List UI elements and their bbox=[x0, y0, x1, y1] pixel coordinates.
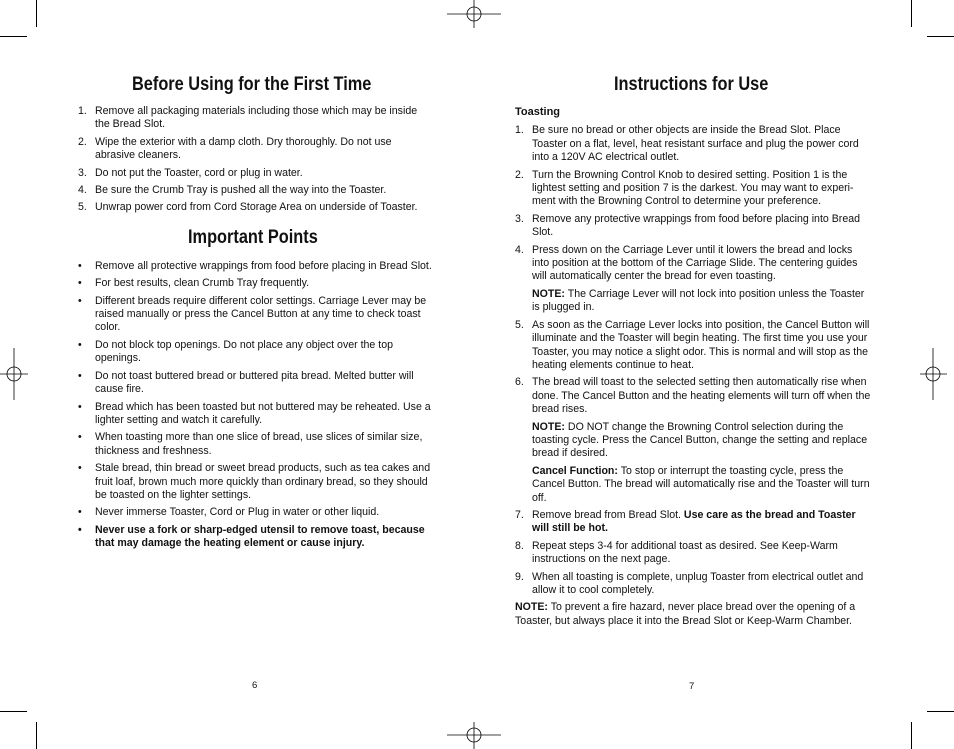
heading-first-use: Before Using for the First Time bbox=[132, 74, 372, 95]
bullet-item: • When toasting more than one slice of bread, use slices of similar size, thickness and freshness. bbox=[78, 431, 423, 457]
page-number-right: 7 bbox=[689, 681, 695, 692]
list-item: 3. Remove any protective wrappings from food before placing into Bread Slot. bbox=[515, 212, 860, 239]
bullet-item: • Stale bread, thin bread or sweet bread products, such as tea cakes and fruit loaf, brown much more quickly than ordinary bread, so they should be toasted on the lighter settings. bbox=[78, 462, 431, 501]
cancel-function-note: Cancel Function: To stop or interrupt the toasting cycle, press the Cancel Button. The bread will automatically rise and the Toaster will turn off. bbox=[532, 464, 870, 504]
heading-important-points: Important Points bbox=[188, 226, 318, 248]
list-item: 2. Turn the Browning Control Knob to desired setting. Position 1 is the lightest setting and position 7 is the darkest. You may want to experi-ment with the Browning Control to determine your preference. bbox=[515, 168, 854, 208]
list-item: 9. When all toasting is complete, unplug Toaster from electrical outlet and allow it to cool completely. bbox=[515, 570, 864, 596]
list-item: 7. Remove bread from Bread Slot. Use care as the bread and Toaster will still be hot. bbox=[515, 508, 856, 535]
bullet-item: • Remove all protective wrappings from food before placing in Bread Slot. bbox=[78, 259, 432, 272]
bullet-item: • Do not block top openings. Do not place any object over the top openings. bbox=[78, 338, 393, 365]
list-item: 8. Repeat steps 3-4 for additional toast as desired. See Keep-Warm instructions on the next page. bbox=[515, 539, 838, 566]
list-item: 4. Press down on the Carriage Lever until it lowers the bread and locks into position at the bottom of the Carriage Slide. The centering guides will automatically center the bread for even toasting. NOTE: The Carriage Lever will not lock into position unless the Toaster is plugged in. bbox=[515, 244, 871, 315]
heading-instructions: Instructions for Use bbox=[614, 74, 769, 95]
bullet-item: • Never immerse Toaster, Cord or Plug in water or other liquid. bbox=[78, 506, 380, 519]
left-page bbox=[78, 74, 434, 555]
list-item: 6. The bread will toast to the selected setting then automatically rise when done. The Cancel Button and the heating elements will turn off when the bread rises. NOTE: DO NOT change the Browning Control selection during the toasting cycle. Press the Cancel Button, change the setting and replace bread if desired. Cancel Function: To stop or interrupt the toasting cycle, press the Cancel Button. The bread will automatically rise and the Toaster will turn off. bbox=[515, 376, 871, 504]
list-item: 5. Unwrap power cord from Cord Storage Area on underside of Toaster. bbox=[78, 201, 418, 214]
bullet-item: • Different breads require different color settings. Carriage Lever may be raised manually or press the Cancel Button at any time to check toast color. bbox=[78, 294, 427, 334]
right-page bbox=[515, 74, 871, 628]
registration-mark-left bbox=[0, 348, 28, 400]
warning-bullet-item: • Never use a fork or sharp-edged utensil to remove toast, because that may damage the heating element or cause injury. bbox=[78, 523, 425, 550]
list-item: 4. Be sure the Crumb Tray is pushed all the way into the Toaster. bbox=[78, 184, 387, 197]
important-points-list bbox=[78, 260, 434, 551]
note: NOTE: The Carriage Lever will not lock into position unless the Toaster is plugged in. bbox=[532, 287, 865, 314]
registration-mark-bottom bbox=[447, 722, 501, 749]
bullet-item: • Do not toast buttered bread or buttered pita bread. Melted butter will cause fire. bbox=[78, 369, 414, 396]
list-item: 2. Wipe the exterior with a damp cloth. Dry thoroughly. Do not use abrasive cleaners. bbox=[78, 135, 392, 162]
toasting-steps bbox=[515, 124, 871, 597]
final-note: NOTE: To prevent a fire hazard, never place bread over the opening of a Toaster, but always place it into the Bread Slot or Keep-Warm Chamber. bbox=[515, 601, 856, 627]
first-use-steps bbox=[78, 105, 434, 215]
list-item: 1. Be sure no bread or other objects are inside the Bread Slot. Place Toaster on a flat, level, heat resistant surface and plug the power cord into a 120V AC electrical outlet. bbox=[515, 124, 859, 164]
subheading-toasting: Toasting bbox=[515, 106, 561, 118]
list-item: 1. Remove all packaging materials including those which may be inside the Bread Slot. bbox=[78, 105, 418, 131]
registration-mark-top bbox=[447, 0, 501, 28]
bullet-item: • Bread which has been toasted but not buttered may be reheated. Use a lighter setting and watch it carefully. bbox=[78, 400, 431, 426]
list-item: 3. Do not put the Toaster, cord or plug in water. bbox=[78, 166, 303, 179]
bullet-item: • For best results, clean Crumb Tray frequently. bbox=[78, 277, 310, 290]
registration-mark-right bbox=[920, 348, 947, 400]
note: NOTE: DO NOT change the Browning Control selection during the toasting cycle. Press the Cancel Button, change the setting and replace bread if desired. bbox=[532, 420, 868, 460]
list-item: 5. As soon as the Carriage Lever locks into position, the Cancel Button will illuminate and the Toaster will begin heating. The first time you use your Toaster, you may notice a slight odor. This is normal and will stop as the heating elements continue to heat. bbox=[515, 318, 870, 371]
page-number-left: 6 bbox=[252, 680, 258, 691]
